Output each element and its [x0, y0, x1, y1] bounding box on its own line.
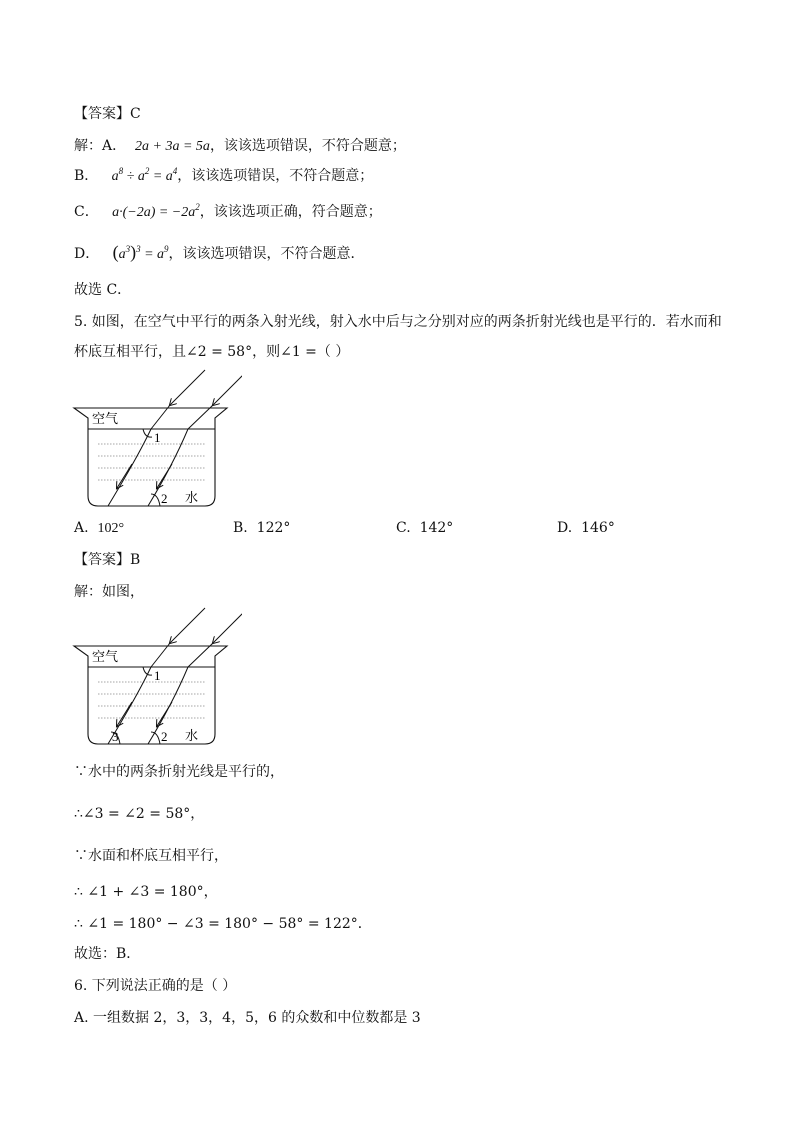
q4-b-expr: $a^8 \div a^2 = a^4$	[111, 166, 178, 184]
q4-b-prefix: B．	[74, 168, 99, 184]
q6-stem: 6. 下列说法正确的是（ ）	[74, 978, 237, 994]
q4-option-c-line	[74, 202, 382, 223]
label-water: 水	[185, 491, 199, 506]
label-angle1-2: 1	[154, 668, 161, 683]
q5-option-d: D. 146°	[557, 520, 615, 536]
q5-option-c: C. 142°	[396, 520, 454, 536]
q5-figure	[72, 368, 242, 513]
q5-step1: ∵水中的两条折射光线是平行的，	[74, 764, 284, 780]
label-air-2: 空气	[92, 650, 119, 665]
label-angle1: 1	[154, 430, 161, 445]
q4-d-text: ，该该选项错误，不符合题意．	[168, 246, 365, 262]
q5-step3: ∵水面和杯底互相平行，	[74, 848, 228, 864]
q4-d-prefix: D．	[74, 246, 100, 262]
q4-d-expr: $(a^3)^3 = a^9$	[112, 242, 169, 262]
q5-stem-line1: 5. 如图，在空气中平行的两条入射光线，射入水中后与之分别对应的两条折射光线也是平行的．若水而和	[74, 314, 722, 330]
q4-answer: 【答案】C	[74, 106, 141, 122]
q4-a-text: ，该该选项错误，不符合题意；	[209, 138, 406, 154]
q6-option-a: A. 一组数据 2，3，3，4，5，6 的众数和中位数都是 3	[74, 1010, 421, 1026]
q5-option-a: A. 102°	[74, 520, 125, 536]
q5-sol-intro: 解：如图，	[74, 584, 144, 600]
q4-c-expr: $a\cdot(-2a) = -2a^2$	[112, 202, 200, 220]
q5-step5: ∴ ∠1 = 180° − ∠3 = 180° − 58° = 122°．	[74, 916, 372, 932]
q5-step4: ∴ ∠1 + ∠3 = 180°，	[74, 884, 218, 900]
q4-sol-prefix: 解：A．	[74, 138, 127, 154]
q4-option-a-line	[74, 136, 406, 157]
label-air: 空气	[92, 412, 119, 427]
label-water-2: 水	[185, 729, 199, 744]
label-angle2: 2	[161, 491, 168, 506]
q5-option-b: B. 122°	[233, 520, 291, 536]
q4-c-text: ，该该选项正确，符合题意；	[199, 204, 382, 220]
q5-stem-line2: 杯底互相平行，且∠2 = 58°，则∠1 =（ ）	[74, 344, 350, 360]
q4-option-d-line	[74, 242, 365, 265]
q5-solution-figure	[72, 606, 242, 751]
label-angle3: 3	[112, 729, 119, 744]
q5-answer: 【答案】B	[74, 552, 141, 568]
q4-a-expr: 2a + 3a = 5a	[135, 139, 210, 154]
q4-b-text: ，该该选项错误，不符合题意；	[177, 168, 374, 184]
q5-choice: 故选：B．	[74, 946, 141, 962]
q5-step2: ∴∠3 = ∠2 = 58°，	[74, 806, 205, 822]
label-angle2-2: 2	[161, 729, 168, 744]
q4-option-b-line	[74, 166, 373, 187]
q4-c-prefix: C．	[74, 204, 99, 220]
q4-choice: 故选 C．	[74, 282, 132, 298]
